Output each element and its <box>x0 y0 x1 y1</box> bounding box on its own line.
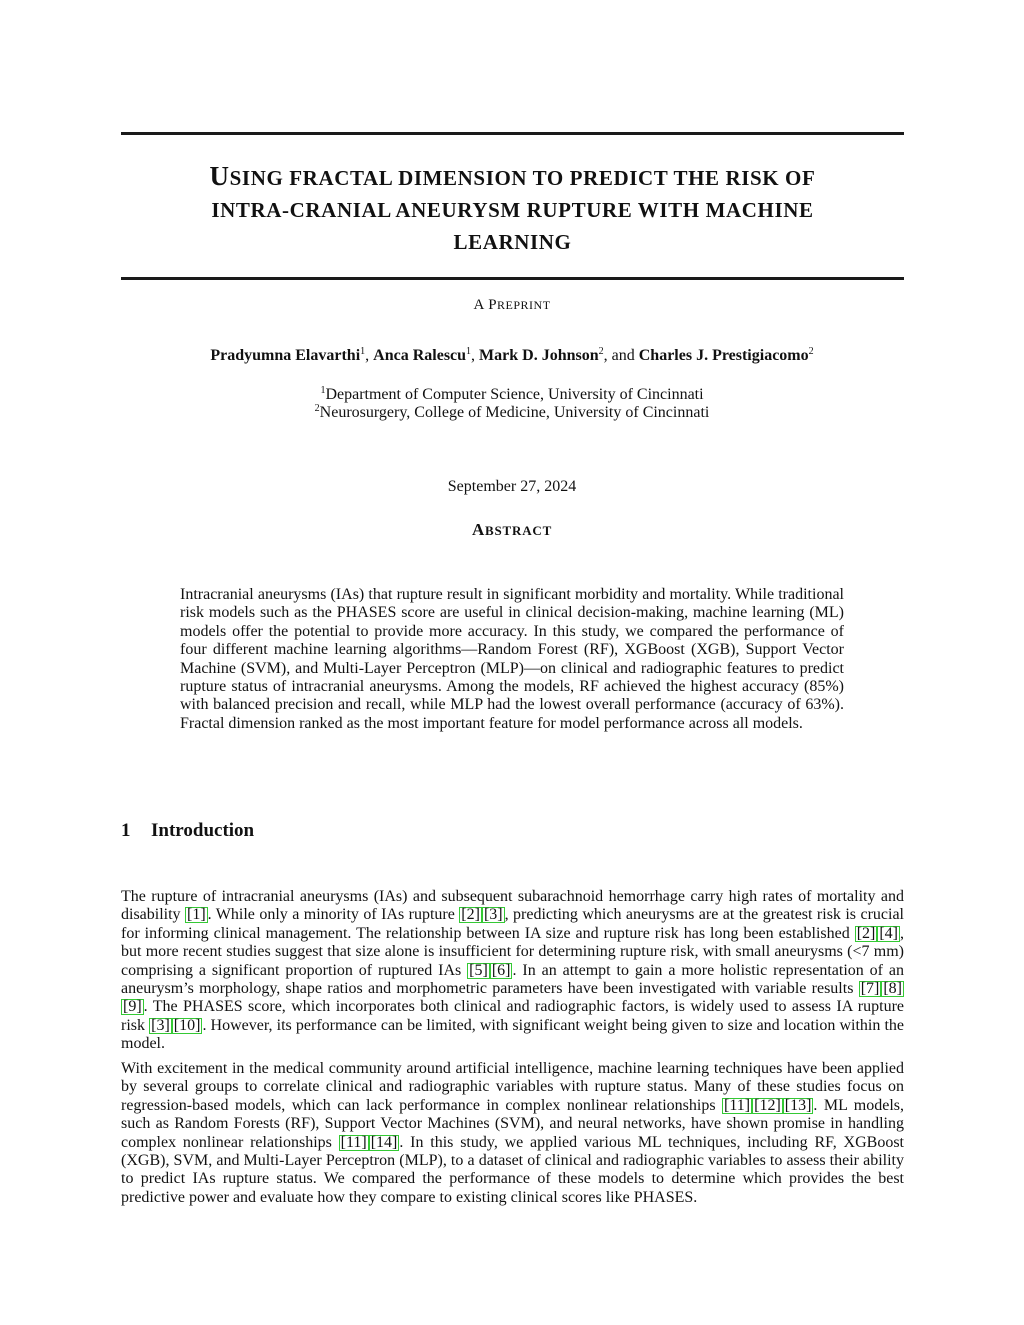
citation-link[interactable]: [7] <box>860 980 880 998</box>
author-list: Pradyumna Elavarthi$^1$, Anca Ralescu$^1$, Mark D. Johnson$^2$, and Charles J. Prestigiacomo$^2$ <box>210 346 814 364</box>
author-name: Pradyumna Elavarthi <box>210 347 361 364</box>
citation-link[interactable]: [4] <box>879 924 898 942</box>
preprint-label: A PREPRINT <box>473 297 551 313</box>
intro-paragraph-1: The rupture of intracranial aneurysms (IAs) and subsequent subarachnoid hemorrhage carry high rates of mortality and disability [1] . While only a minority of IAs rupture [2] [3] , predicting which aneurysms are at the greatest risk is crucial for informing clinical management. The relationship between IA size and rupture risk has long been established [2] [4] , but more recent studies suggest that size alone is insufficient for determining rupture risk, with small aneurysms (<7 mm) comprising a significant proportion of ruptured IAs [5] [6] . In an attempt to gain a more holistic representation of an aneurysm’s morphology, shape ratios and morphometric parameters have been investigated with variable results [7] [8][9] . The PHASES score, which incorporates both clinical and radiographic factors, is widely used to assess IA rupture risk [3] [10] . However, its performance can be limited, with significant weight being given to size and location within the model. <box>121 888 905 1053</box>
citation-link[interactable]: [9] <box>123 998 142 1016</box>
author-name: Charles J. Prestigiacomo <box>638 347 809 364</box>
citation-link[interactable]: [6] <box>491 961 511 979</box>
citation-link[interactable]: [11] <box>724 1096 751 1114</box>
citation-link[interactable]: [12] <box>754 1096 781 1114</box>
title-line-2: INTRA-CRANIAL ANEURYSM RUPTURE WITH MACHINE <box>211 198 814 222</box>
title-top-rule <box>121 132 904 135</box>
citation-link[interactable]: [10] <box>173 1016 201 1034</box>
citation-link[interactable]: [11] <box>340 1133 367 1151</box>
title-line-3: LEARNING <box>453 230 572 254</box>
abstract-heading: ABSTRACT <box>471 520 553 539</box>
intro-paragraph-2: With excitement in the medical community around artificial intelligence, machine learning techniques have been applied by several groups to correlate clinical and radiographic variables with rupture status. Many of these studies focus on regression-based models, which can lack performance in complex nonlinear relationships [11] [12] [13] . ML models, such as Random Forests (RF), Support Vector Machines (SVM), and neural networks, have shown promise in handling complex nonlinear relationships [11] [14] . In this study, we applied various ML techniques, including RF, XGBoost (XGB), SVM, and Multi-Layer Perceptron (MLP), to a dataset of clinical and radiographic variables to assess their ability to predict IAs rupture status. We compared the performance of these models to determine which provides the best predictive power and evaluate how they compare to existing clinical scores like PHASES. <box>121 1060 905 1206</box>
abstract-paragraph: Intracranial aneurysms (IAs) that rupture result in significant morbidity and mortality. While traditional risk models such as the PHASES score are useful in clinical decision-making, machine learning (ML) models offer the potential to provide more accuracy. In this study, we compared the performance of four different machine learning algorithms—Random Forest (RF), XGBoost (XGB), Support Vector Machine (SVM), and Multi-Layer Perceptron (MLP)—on clinical and radiographic features to predict rupture status of intracranial aneurysms. Among the models, RF achieved the highest accuracy (85%) with balanced precision and recall, while MLP had the lowest overall performance (accuracy of 63%). Fractal dimension ranked as the most important feature for model performance across all models. <box>180 586 844 732</box>
paper-title <box>121 160 904 258</box>
abstract-body <box>180 586 844 733</box>
citation-link[interactable]: [1] <box>187 906 206 924</box>
citation-link[interactable]: [8] <box>883 980 902 998</box>
author-name: Mark D. Johnson <box>479 347 599 364</box>
citation-link[interactable]: [2] <box>461 906 480 924</box>
author-name: Anca Ralescu <box>373 347 467 364</box>
citation-link[interactable]: [3] <box>151 1016 170 1034</box>
title-line-1: USING FRACTAL DIMENSION TO PREDICT THE RISK OF <box>209 161 816 191</box>
affiliation: $^1$Department of Computer Science, University of Cincinnati <box>320 385 704 403</box>
section-heading: 1 Introduction <box>121 820 255 841</box>
publication-date: September 27, 2024 <box>447 478 577 495</box>
title-bottom-rule <box>121 277 904 280</box>
citation-link[interactable]: [3] <box>483 906 503 924</box>
citation-link[interactable]: [2] <box>856 924 876 942</box>
citation-link[interactable]: [5] <box>469 961 488 979</box>
citation-link[interactable]: [14] <box>370 1133 398 1151</box>
citation-link[interactable]: [13] <box>784 1096 812 1114</box>
affiliation: $^2$Neurosurgery, College of Medicine, University of Cincinnati <box>314 403 710 421</box>
